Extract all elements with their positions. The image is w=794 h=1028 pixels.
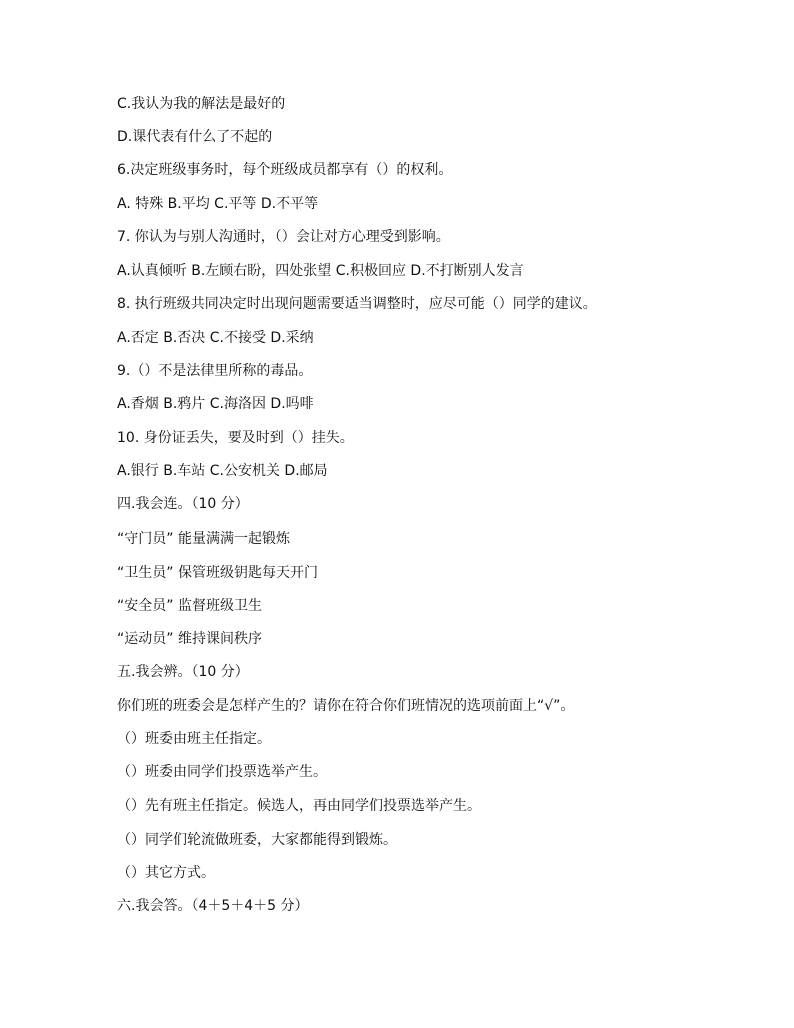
choice-line: （）班委由班主任指定。 [117, 731, 271, 747]
question-line: 6.决定班级事务时，每个班级成员都享有（）的权利。 [117, 162, 453, 178]
choice-line: （）班委由同学们投票选举产生。 [117, 764, 327, 780]
option-line: A.否定 B.否决 C.不接受 D.采纳 [117, 330, 314, 346]
question-line: 7. 你认为与别人沟通时，（）会让对方心理受到影响。 [117, 229, 450, 245]
question-line: 10. 身份证丢失，要及时到（）挂失。 [117, 430, 354, 446]
option-line: C.我认为我的解法是最好的 [117, 96, 286, 112]
section-heading: 五.我会辨。（10 分） [117, 664, 249, 680]
option-line: A.香烟 B.鸦片 C.海洛因 D.吗啡 [117, 396, 314, 412]
choice-line: （）同学们轮流做班委，大家都能得到锻炼。 [117, 832, 397, 848]
matching-line: “运动员” 维持课间秩序 [117, 631, 262, 647]
choice-line: （）其它方式。 [117, 865, 215, 881]
option-line: A.认真倾听 B.左顾右盼，四处张望 C.积极回应 D.不打断别人发言 [117, 263, 524, 279]
option-line: A.银行 B.车站 C.公安机关 D.邮局 [117, 463, 328, 479]
matching-line: “卫生员” 保管班级钥匙每天开门 [117, 565, 318, 581]
choice-line: （）先有班主任指定。候选人，再由同学们投票选举产生。 [117, 798, 481, 814]
matching-line: “守门员” 能量满满一起锻炼 [117, 531, 290, 547]
matching-line: “安全员” 监督班级卫生 [117, 598, 262, 614]
question-line: 9.（）不是法律里所称的毒品。 [117, 363, 313, 379]
section-heading: 四.我会连。（10 分） [117, 496, 249, 512]
option-line: D.课代表有什么了不起的 [117, 129, 273, 145]
question-line: 8. 执行班级共同决定时出现问题需要适当调整时，应尽可能（）同学的建议。 [117, 296, 597, 312]
instruction-line: 你们班的班委会是怎样产生的？请你在符合你们班情况的选项前面上“√”。 [117, 698, 575, 714]
section-heading: 六.我会答。（4＋5＋4＋5 分） [117, 898, 309, 914]
option-line: A. 特殊 B.平均 C.平等 D.不平等 [117, 196, 319, 212]
